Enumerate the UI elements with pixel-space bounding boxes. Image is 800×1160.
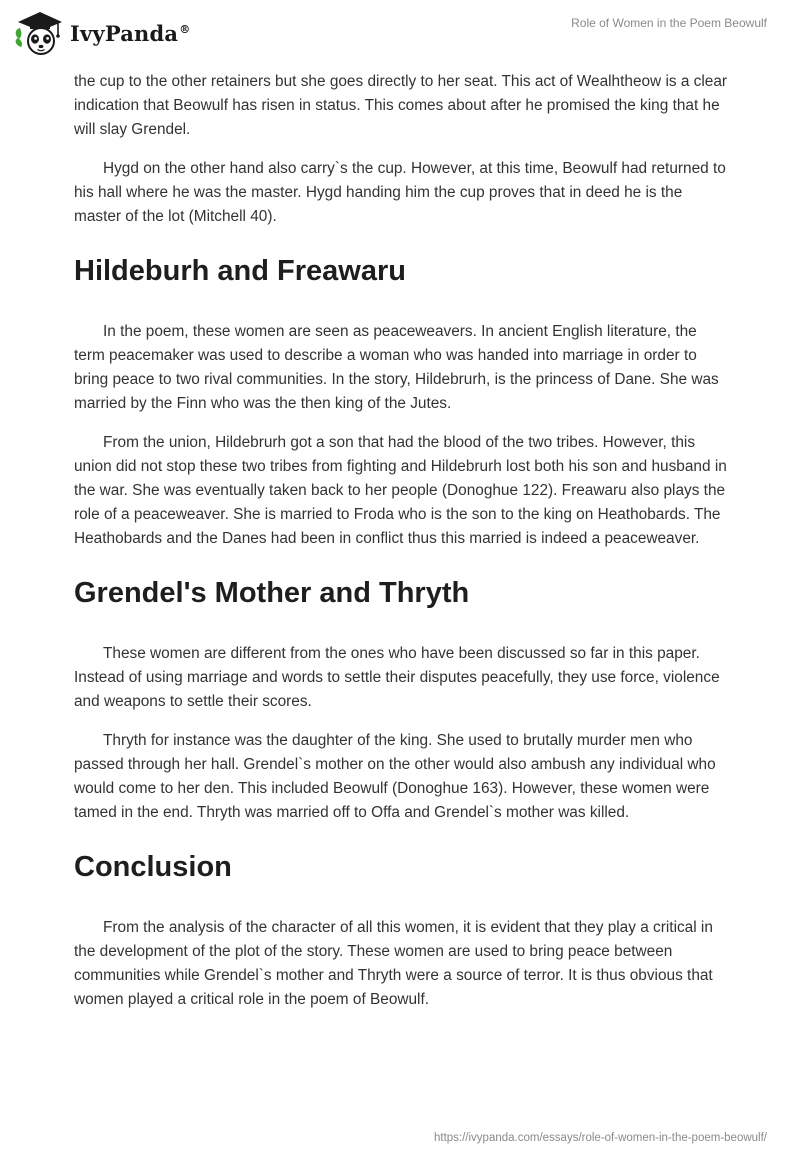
section-heading: Grendel's Mother and Thryth	[74, 577, 470, 609]
paragraph: From the analysis of the character of all this women, it is evident that they play a critical in the development of the plot of the story. These women are used to bring peace between communities while Grendel`s mother and Thryth were a source of terror. It is thus obvious that women played a critical role in the poem of Beowulf.	[74, 919, 713, 1008]
paragraph: Thryth for instance was the daughter of the king. She used to brutally murder men who passed through her hall. Grendel`s mother on the other would also ambush any individual who would come to her den. This included Beowulf (Donoghue 163). However, these women were tamed in the end. Thryth was married off to Offa and Grendel`s mother was killed.	[74, 732, 716, 821]
paragraph: Hygd on the other hand also carry`s the cup. However, at this time, Beowulf had returned to his hall where he was the master. Hygd handing him the cup proves that in deed he is the master of the lot (Mitchell 40).	[74, 160, 726, 225]
paragraph: the cup to the other retainers but she goes directly to her seat. This act of Wealhtheow is a clear indication that Beowulf has risen in status. This comes about after he promised the king that he will slay Grendel.	[74, 73, 728, 138]
brand-name: IvyPanda®	[70, 20, 191, 46]
section-heading: Hildeburh and Freawaru	[74, 255, 406, 287]
source-url[interactable]: https://ivypanda.com/essays/role-of-women-in-the-poem-beowulf/	[433, 1132, 767, 1144]
page-header	[0, 0, 800, 70]
essay-content	[74, 70, 728, 1027]
paragraph: From the union, Hildebrurh got a son that had the blood of the two tribes. However, this union did not stop these two tribes from fighting and Hildebrurh lost both his son and husband in the war. She was eventually taken back to her people (Donoghue 122). Freawaru also plays the role of a peaceweaver. She is married to Froda who is the son to the king on Heathobards. The Heathobards and the Danes had been in conflict thus this married is indeed a peaceweaver.	[74, 434, 727, 547]
panda-graduate-icon	[14, 9, 66, 57]
paragraph: In the poem, these women are seen as peaceweavers. In ancient English literature, the term peacemaker was used to describe a woman who was handed into marriage in order to bring peace to two rival communities. In the story, Hildebrurh, is the princess of Dane. She was married by the Finn who was the then king of the Jutes.	[74, 323, 719, 412]
section-heading: Conclusion	[74, 851, 232, 883]
document-title: Role of Women in the Poem Beowulf	[571, 16, 767, 30]
paragraph: These women are different from the ones who have been discussed so far in this paper. Instead of using marriage and words to settle their disputes peacefully, they use force, violence and weapons to settle their scores.	[74, 645, 720, 710]
ivypanda-logo[interactable]	[14, 8, 190, 58]
